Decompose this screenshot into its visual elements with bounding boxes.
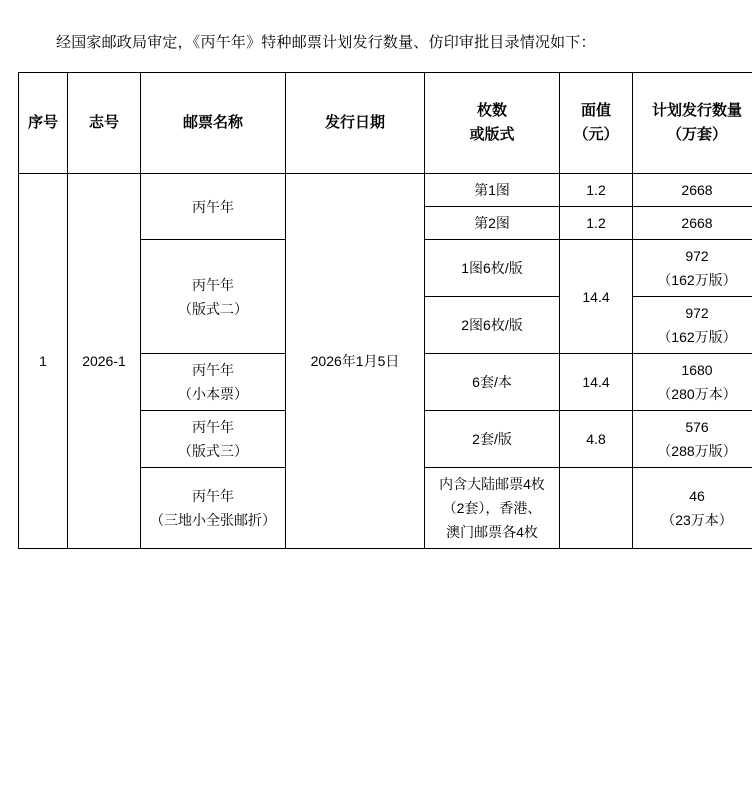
column-header-form-line2: 或版式 <box>469 126 515 143</box>
cell-issue-date: 2026年1月5日 <box>286 174 425 549</box>
quantity-line1: 2668 <box>681 182 713 198</box>
stamp-name-line1: 丙午年 <box>192 488 234 504</box>
cell-quantity <box>633 411 752 468</box>
quantity-line2: （23万本） <box>661 512 733 528</box>
column-header-quantity-line2: （万套） <box>666 126 727 143</box>
quantity-line2: （162万版） <box>657 272 737 288</box>
cell-form <box>425 240 560 297</box>
cell-stamp-name <box>141 354 286 411</box>
cell-quantity <box>633 468 752 549</box>
cell-stamp-name <box>141 240 286 354</box>
stamp-name-line2: （三地小全张邮折） <box>150 512 276 528</box>
cell-stamp-name <box>141 468 286 549</box>
cell-stamp-name <box>141 174 286 240</box>
table-row <box>19 174 752 207</box>
column-header-quantity-line1: 计划发行数量 <box>651 102 742 119</box>
cell-sequence: 1 <box>19 174 68 549</box>
form-line1: 第1图 <box>474 182 510 198</box>
cell-quantity <box>633 354 752 411</box>
stamp-name-line2: （版式三） <box>178 443 248 459</box>
cell-quantity <box>633 207 752 240</box>
stamp-name-line2: （版式二） <box>178 300 248 317</box>
cell-face-value <box>560 468 633 549</box>
cell-form <box>425 297 560 354</box>
form-line1: 2套/版 <box>472 431 512 447</box>
cell-quantity <box>633 297 752 354</box>
cell-stamp-name <box>141 411 286 468</box>
column-header-quantity <box>633 73 752 174</box>
form-line1: 内含大陆邮票4枚 <box>439 476 545 492</box>
form-line2: （2套），香港、 <box>442 500 542 516</box>
cell-face-value: 1.2 <box>560 174 633 207</box>
column-header-sequence: 序号 <box>19 73 68 174</box>
column-header-face-value-line2: （元） <box>573 126 619 143</box>
form-line1: 2图6枚/版 <box>461 317 523 333</box>
column-header-code: 志号 <box>68 73 141 174</box>
cell-face-value: 14.4 <box>560 240 633 354</box>
quantity-line1: 972 <box>685 248 709 264</box>
cell-code: 2026-1 <box>68 174 141 549</box>
cell-face-value: 14.4 <box>560 354 633 411</box>
stamp-name-line1: 丙午年 <box>192 419 234 435</box>
cell-form <box>425 354 560 411</box>
cell-form <box>425 174 560 207</box>
table-body <box>19 174 752 549</box>
quantity-line2: （280万本） <box>657 386 737 402</box>
stamp-name-line1: 丙午年 <box>192 362 234 378</box>
quantity-line2: （162万版） <box>657 329 737 345</box>
stamp-issue-table <box>18 72 752 549</box>
column-header-face-value-line1: 面值 <box>580 102 611 119</box>
cell-quantity <box>633 174 752 207</box>
form-line1: 6套/本 <box>472 374 512 390</box>
form-line1: 1图6枚/版 <box>461 260 523 276</box>
quantity-line1: 576 <box>685 419 709 435</box>
stamp-name-line1: 丙午年 <box>192 276 234 293</box>
quantity-line2: （288万版） <box>657 443 737 459</box>
stamp-name-line2: （小本票） <box>178 386 248 402</box>
cell-quantity <box>633 240 752 297</box>
intro-paragraph: 经国家邮政局审定，《丙午年》特种邮票计划发行数量、仿印审批目录情况如下： <box>56 34 596 51</box>
cell-face-value: 1.2 <box>560 207 633 240</box>
table-header <box>19 73 752 174</box>
quantity-line1: 2668 <box>681 215 713 231</box>
stamp-name-line1: 丙午年 <box>192 198 234 215</box>
form-line3: 澳门邮票各4枚 <box>446 524 538 540</box>
quantity-line1: 972 <box>685 305 709 321</box>
cell-face-value: 4.8 <box>560 411 633 468</box>
stamp-issue-table-wrapper <box>18 72 742 549</box>
column-header-stamp-name: 邮票名称 <box>141 73 286 174</box>
column-header-form-line1: 枚数 <box>476 102 507 119</box>
quantity-line1: 46 <box>689 488 705 504</box>
cell-form <box>425 207 560 240</box>
column-header-issue-date: 发行日期 <box>286 73 425 174</box>
quantity-line1: 1680 <box>681 362 713 378</box>
form-line1: 第2图 <box>474 215 510 231</box>
cell-form <box>425 411 560 468</box>
cell-form <box>425 468 560 549</box>
column-header-form <box>425 73 560 174</box>
table-header-row <box>19 73 752 174</box>
column-header-face-value <box>560 73 633 174</box>
